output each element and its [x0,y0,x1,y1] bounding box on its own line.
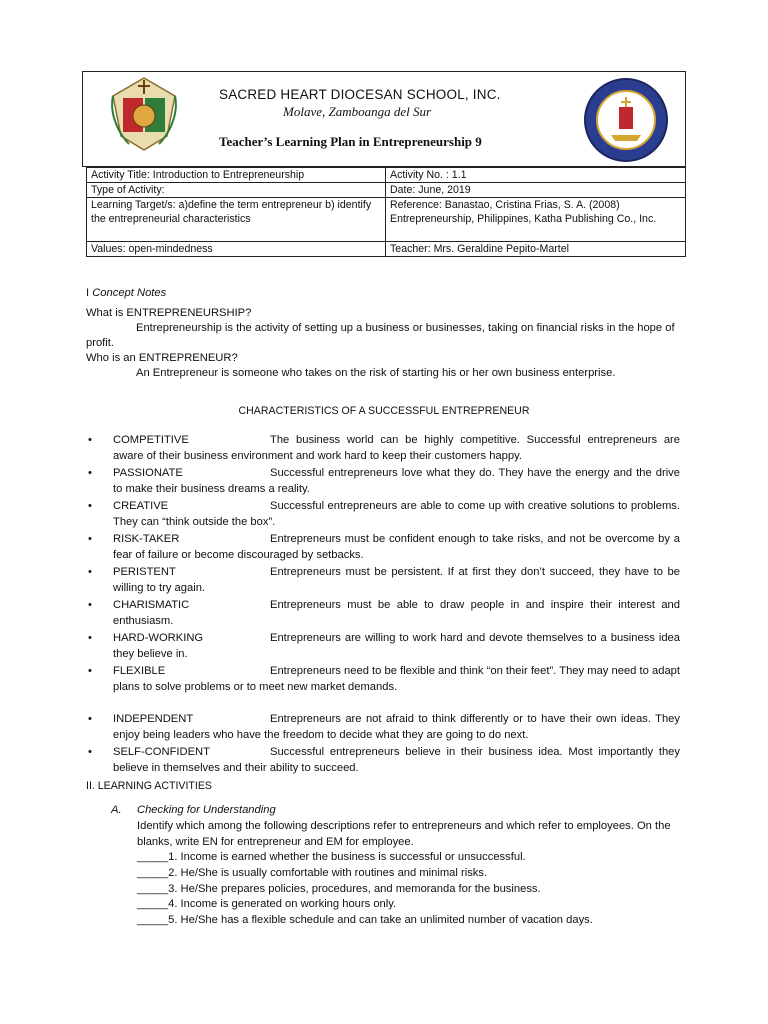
diocesan-crest-logo [109,74,179,152]
section-numeral: I [86,287,90,299]
characteristic-item [86,432,680,464]
school-header [82,71,686,167]
characteristic-term: CREATIVE [113,500,169,512]
characteristic-item [86,498,680,530]
characteristic-term: FLEXIBLE [113,665,166,677]
characteristic-description: Entrepreneurs must be confident enough to take risks, and not be overcome by a fear of failure or become discouraged by setbacks. [113,533,680,561]
school-name: SACRED HEART DIOCESAN SCHOOL, INC. [219,87,501,102]
question-entrepreneur: Who is an ENTREPRENEUR? [86,352,238,364]
bullet-icon: • [88,434,92,446]
question-entrepreneurship: What is ENTREPRENEURSHIP? [86,307,252,319]
bullet-icon: • [88,746,92,758]
activity-item: _____2. He/She is usually comfortable with routines and minimal risks. [137,866,488,879]
characteristic-item [86,711,680,743]
teacher-cell: Teacher: Mrs. Geraldine Pepito-Martel [386,242,686,257]
characteristic-item [86,531,680,563]
activity-item: _____5. He/She has a flexible schedule and can take an unlimited number of vacation days. [137,914,593,927]
characteristic-term: RISK-TAKER [113,533,180,545]
reference-cell: Reference: Banastao, Cristina Frias, S. A. (2008) Entrepreneurship, Philippines, Katha Publishing Co., Inc. [386,198,686,242]
characteristic-description: Successful entrepreneurs are able to come up with creative solutions to problems. They can “think outside the box”. [113,500,680,528]
activity-info-table [86,167,686,257]
characteristic-item [86,465,680,497]
characteristic-term: PERISTENT [113,566,176,578]
bullet-icon: • [88,665,92,677]
section-concept-notes-heading [86,286,680,301]
activity-number-cell: Activity No. : 1.1 [386,168,686,183]
subsection-checking-understanding [111,803,276,818]
characteristic-description: Entrepreneurs are not afraid to think differently or to have their own ideas. They enjoy being leaders who have the freedom to decide what they are going to do next. [113,713,680,741]
date-cell: Date: June, 2019 [386,183,686,198]
characteristic-item [86,564,680,596]
activity-item: _____1. Income is earned whether the business is successful or unsuccessful. [137,851,526,863]
subsection-letter: A. [111,804,122,816]
characteristic-term: INDEPENDENT [113,713,194,725]
characteristic-term: PASSIONATE [113,467,183,479]
activity-instructions: Identify which among the following descriptions refer to entrepreneurs and which refer to employees. On the blanks, write EN for entrepreneur and EM for employee. [137,820,671,848]
characteristics-list [86,432,680,777]
bullet-icon: • [88,713,92,725]
characteristic-description: Successful entrepreneurs love what they do. They have the energy and the drive to make their business dreams a reality. [113,467,680,495]
concept-notes-body [86,306,680,381]
activity-items-list [137,850,677,929]
school-seal-logo [583,77,669,163]
characteristic-term: COMPETITIVE [113,434,189,446]
bullet-icon: • [88,533,92,545]
answer-entrepreneurship: Entrepreneurship is the activity of setting up a business or businesses, taking on financial risks in the hope of profit. [86,322,675,349]
activity-type-cell: Type of Activity: [87,183,386,198]
bullet-icon: • [88,632,92,644]
characteristic-description: Successful entrepreneurs believe in their business idea. Most importantly they believe in themselves and their ability to succeed. [113,746,680,774]
characteristic-description: The business world can be highly competitive. Successful entrepreneurs are aware of their business environment and work hard to keep their customers happy. [113,434,680,462]
plan-title: Teacher’s Learning Plan in Entrepreneurship 9 [219,134,482,149]
characteristic-term: HARD-WORKING [113,632,204,644]
bullet-icon: • [88,599,92,611]
section-learning-activities-heading: II. LEARNING ACTIVITIES [86,780,212,792]
bullet-icon: • [88,467,92,479]
school-address: Molave, Zamboanga del Sur [283,104,432,119]
characteristic-description: Entrepreneurs must be able to draw people in and inspire their interest and enthusiasm. [113,599,680,627]
answer-entrepreneur: An Entrepreneur is someone who takes on the risk of starting his or her own business enterprise. [136,367,616,379]
section-label: Concept Notes [92,287,167,299]
characteristic-description: Entrepreneurs must be persistent. If at first they don’t succeed, they have to be willing to try again. [113,566,680,594]
bullet-icon: • [88,500,92,512]
subsection-label: Checking for Understanding [137,804,276,816]
bullet-icon: • [88,566,92,578]
characteristic-item [86,744,680,776]
characteristics-title: CHARACTERISTICS OF A SUCCESSFUL ENTREPRENEUR [238,405,530,417]
values-cell: Values: open-mindedness [87,242,386,257]
characteristic-description: Entrepreneurs need to be flexible and think “on their feet”. They may need to adapt plans to solve problems or to meet new market demands. [113,665,680,693]
characteristic-item [86,663,680,695]
characteristic-item [86,630,680,662]
characteristic-term: CHARISMATIC [113,599,190,611]
characteristic-term: SELF-CONFIDENT [113,746,210,758]
activity-item: _____3. He/She prepares policies, procedures, and memoranda for the business. [137,882,541,895]
learning-target-cell: Learning Target/s: a)define the term entrepreneur b) identify the entrepreneurial characteristics [87,198,386,242]
activity-item: _____4. Income is generated on working hours only. [137,898,397,911]
activity-title-cell: Activity Title: Introduction to Entrepreneurship [87,168,386,183]
characteristic-description: Entrepreneurs are willing to work hard and devote themselves to a business idea they believe in. [113,632,680,660]
characteristic-item [86,597,680,629]
